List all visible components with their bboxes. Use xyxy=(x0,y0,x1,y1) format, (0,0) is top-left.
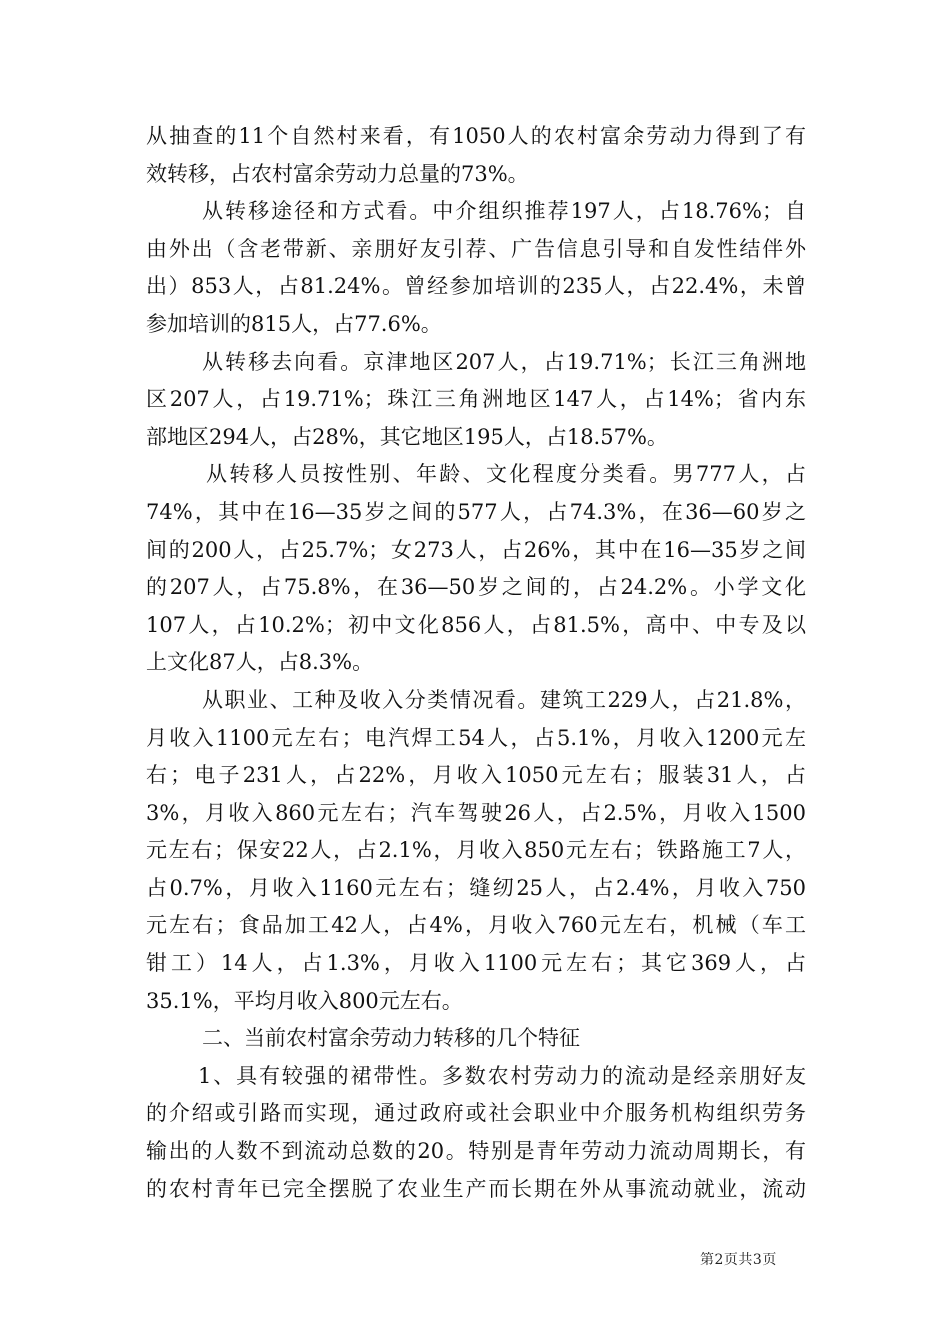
text-line: 的农村青年已完全摆脱了农业生产而长期在外从事流动就业，流动 xyxy=(146,1176,806,1201)
text-line: 出）853人，占81.24%。曾经参加培训的235人，占22.4%，未曾 xyxy=(146,274,806,299)
text-line: 从转移途径和方式看。中介组织推荐197人，占18.76%；自 xyxy=(202,199,806,224)
text-line: 区207人，占19.71%；珠江三角洲地区147人，占14%；省内东 xyxy=(146,387,806,412)
text-line: 占0.7%，月收入1160元左右；缝纫25人，占2.4%，月收入750 xyxy=(146,875,806,900)
text-line: 元左右；保安22人，占2.1%，月收入850元左右；铁路施工7人， xyxy=(146,838,806,863)
text-line: 从转移人员按性别、年龄、文化程度分类看。男777人，占 xyxy=(206,462,806,487)
text-line: 从抽查的11个自然村来看，有1050人的农村富余劳动力得到了有 xyxy=(146,124,806,148)
text-line: 74%，其中在16—35岁之间的577人，占74.3%，在36—60岁之 xyxy=(146,499,806,524)
text-line: 从转移去向看。京津地区207人，占19.71%；长江三角洲地 xyxy=(202,349,806,374)
text-line: 效转移，占农村富余劳动力总量的73%。 xyxy=(146,161,529,186)
text-line: 的207人，占75.8%，在36—50岁之间的，占24.2%。小学文化 xyxy=(146,575,806,600)
text-line: 107人，占10.2%；初中文化856人，占81.5%，高中、中专及以 xyxy=(146,612,806,637)
page-number: 第2页共3页 xyxy=(700,1252,777,1268)
section-heading: 二、当前农村富余劳动力转移的几个特征 xyxy=(202,1026,580,1051)
text-line: 右；电子231人，占22%，月收入1050元左右；服装31人，占 xyxy=(146,763,806,788)
text-line: 月收入1100元左右；电汽焊工54人，占5.1%，月收入1200元左 xyxy=(146,725,806,750)
text-line: 从职业、工种及收入分类情况看。建筑工229人，占21.8%， xyxy=(202,687,806,712)
text-line: 上文化87人，占8.3%。 xyxy=(146,650,374,675)
text-line: 35.1%，平均月收入800元左右。 xyxy=(146,988,463,1013)
text-line: 1、具有较强的裙带性。多数农村劳动力的流动是经亲朋好友 xyxy=(198,1063,806,1088)
text-line: 参加培训的815人，占77.6%。 xyxy=(146,311,442,336)
text-line: 钳工）14人，占1.3%，月收入1100元左右；其它369人，占 xyxy=(146,951,806,976)
text-line: 元左右；食品加工42人，占4%，月收入760元左右，机械（车工 xyxy=(146,913,806,938)
text-line: 间的200人，占25.7%；女273人，占26%，其中在16—35岁之间 xyxy=(146,537,806,562)
document-body xyxy=(146,118,806,1208)
text-line: 3%，月收入860元左右；汽车驾驶26人，占2.5%，月收入1500 xyxy=(146,800,806,825)
text-line: 由外出（含老带新、亲朋好友引荐、广告信息引导和自发性结伴外 xyxy=(146,236,806,261)
text-line: 部地区294人，占28%，其它地区195人，占18.57%。 xyxy=(146,424,668,449)
text-line: 的介绍或引路而实现，通过政府或社会职业中介服务机构组织劳务 xyxy=(146,1101,806,1126)
text-line: 输出的人数不到流动总数的20。特别是青年劳动力流动周期长，有 xyxy=(146,1139,806,1164)
